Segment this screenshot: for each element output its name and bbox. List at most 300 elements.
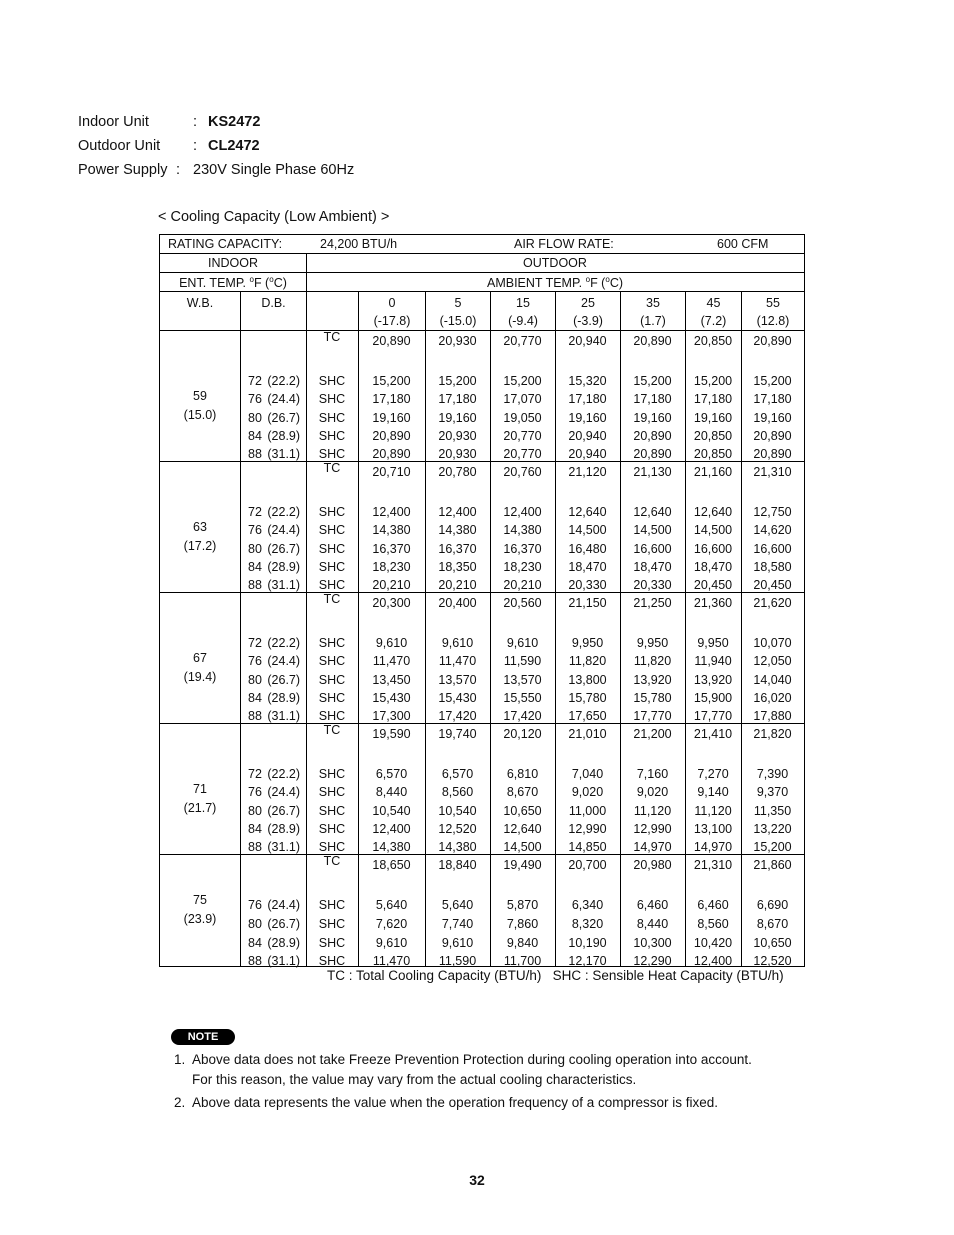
shc-value: 17,880 <box>753 709 792 723</box>
shc-value: 11,000 <box>568 804 607 818</box>
shc-value: 14,500 <box>693 523 733 537</box>
ambient-c: (12.8) <box>756 314 790 328</box>
shc-label: SHC <box>318 654 346 668</box>
shc-value: 12,640 <box>568 505 607 519</box>
ambient-col-header <box>425 292 490 330</box>
shc-value: 18,230 <box>503 560 542 574</box>
tc-value: 21,410 <box>693 727 733 741</box>
shc-value: 17,300 <box>372 709 411 723</box>
indoor-header: INDOOR <box>208 256 258 270</box>
table-caption: < Cooling Capacity (Low Ambient) > <box>158 209 390 225</box>
tc-value: 20,890 <box>372 334 411 348</box>
shc-value: 15,780 <box>568 691 607 705</box>
amb-temp-b: F ( <box>590 276 606 290</box>
shc-value: 20,850 <box>693 447 733 461</box>
indoor-unit-model: KS2472 <box>208 114 261 130</box>
tc-value: 21,620 <box>753 596 792 610</box>
shc-value: 8,320 <box>571 917 604 931</box>
tc-value: 20,890 <box>633 334 672 348</box>
ambient-f: 15 <box>516 296 530 310</box>
shc-value: 12,170 <box>568 954 607 968</box>
shc-label: SHC <box>318 447 346 461</box>
ambient-f: 55 <box>766 296 780 310</box>
shc-value: 16,370 <box>372 542 411 556</box>
db-value: 76 (24.4) <box>248 654 301 668</box>
shc-value: 10,190 <box>568 936 607 950</box>
shc-value: 20,890 <box>633 429 672 443</box>
shc-value: 12,400 <box>372 822 411 836</box>
tc-value: 18,650 <box>372 858 411 872</box>
shc-value: 19,050 <box>503 411 542 425</box>
shc-label: SHC <box>318 560 346 574</box>
shc-label: SHC <box>318 767 346 781</box>
db-header <box>240 292 306 330</box>
shc-value: 9,610 <box>375 936 408 950</box>
shc-value: 14,500 <box>503 840 542 854</box>
degree-mark: o <box>249 275 254 284</box>
shc-value: 18,230 <box>372 560 411 574</box>
shc-value: 19,160 <box>753 411 792 425</box>
ambient-col-header <box>741 292 804 330</box>
shc-value: 14,380 <box>372 523 411 537</box>
shc-value: 6,460 <box>636 898 669 912</box>
wb-c: (15.0) <box>183 408 217 422</box>
shc-value: 17,420 <box>438 709 477 723</box>
shc-value: 6,460 <box>697 898 729 912</box>
ambient-col-header <box>358 292 425 330</box>
separator: : <box>193 114 198 130</box>
shc-label: SHC <box>318 709 346 723</box>
shc-value: 16,600 <box>753 542 792 556</box>
shc-value: 14,850 <box>568 840 607 854</box>
db-separator <box>240 855 306 893</box>
shc-value: 14,620 <box>753 523 792 537</box>
shc-value: 20,450 <box>753 578 792 592</box>
shc-value: 11,590 <box>503 654 542 668</box>
shc-value: 13,570 <box>503 673 542 687</box>
ambient-f: 45 <box>706 296 721 310</box>
shc-value: 14,380 <box>438 840 477 854</box>
shc-value: 11,120 <box>633 804 672 818</box>
wb-header <box>160 292 240 330</box>
shc-value: 14,500 <box>633 523 672 537</box>
db-value: 84 (28.9) <box>248 936 301 950</box>
shc-value: 12,400 <box>503 505 542 519</box>
rating-value: 24,200 BTU/h <box>320 237 398 251</box>
shc-value: 20,330 <box>568 578 607 592</box>
shc-value: 15,200 <box>503 374 542 388</box>
shc-value: 9,370 <box>756 785 789 799</box>
shc-value: 12,640 <box>633 505 672 519</box>
shc-value: 20,940 <box>568 447 607 461</box>
db-separator <box>240 331 306 369</box>
shc-value: 10,540 <box>372 804 411 818</box>
db-separator <box>240 462 306 500</box>
shc-value: 5,640 <box>441 898 474 912</box>
tc-value: 21,860 <box>753 858 792 872</box>
ambient-c: (-9.4) <box>508 314 538 328</box>
shc-value: 11,820 <box>633 654 672 668</box>
tc-value: 21,200 <box>633 727 672 741</box>
ambient-f: 25 <box>581 296 595 310</box>
shc-value: 20,330 <box>633 578 672 592</box>
wb-cell <box>160 724 240 854</box>
shc-value: 11,940 <box>694 654 732 668</box>
db-value: 84 (28.9) <box>248 691 301 705</box>
tc-value: 21,820 <box>753 727 792 741</box>
shc-value: 11,350 <box>753 804 792 818</box>
db-value: 84 (28.9) <box>248 560 301 574</box>
shc-value: 12,290 <box>633 954 672 968</box>
shc-value: 12,400 <box>438 505 477 519</box>
shc-value: 13,920 <box>633 673 672 687</box>
tc-value: 19,740 <box>438 727 477 741</box>
db-separator <box>240 724 306 762</box>
wb-c: (23.9) <box>183 912 217 926</box>
shc-value: 17,420 <box>503 709 542 723</box>
shc-value: 7,160 <box>636 767 669 781</box>
degree-mark: o <box>585 275 591 284</box>
shc-value: 20,890 <box>753 429 792 443</box>
db-value: 72 (22.2) <box>248 636 301 650</box>
shc-value: 13,220 <box>753 822 792 836</box>
shc-value: 18,470 <box>633 560 672 574</box>
shc-value: 17,180 <box>568 392 607 406</box>
shc-value: 9,610 <box>506 636 539 650</box>
note-item <box>174 1093 752 1113</box>
tc-label: TC <box>323 461 341 475</box>
ambient-c: (-3.9) <box>573 314 603 328</box>
tc-value: 20,120 <box>503 727 542 741</box>
shc-label: SHC <box>318 392 346 406</box>
db-value: 80 (26.7) <box>248 917 301 931</box>
shc-value: 10,070 <box>753 636 792 650</box>
outdoor-header: OUTDOOR <box>523 256 587 270</box>
db-value: 88 (31.1) <box>248 578 301 592</box>
ent-temp-c: C) <box>273 276 287 290</box>
shc-value: 9,020 <box>636 785 669 799</box>
shc-value: 17,180 <box>753 392 792 406</box>
tc-value: 20,700 <box>568 858 607 872</box>
shc-value: 14,970 <box>693 840 733 854</box>
wb-cell <box>160 462 240 592</box>
shc-label: SHC <box>318 936 346 950</box>
shc-value: 13,800 <box>568 673 607 687</box>
ambient-col-header <box>620 292 685 330</box>
wb-cell <box>160 331 240 461</box>
shc-value: 20,890 <box>372 429 411 443</box>
shc-value: 20,210 <box>503 578 542 592</box>
ambient-c: (1.7) <box>640 314 666 328</box>
outdoor-unit-model: CL2472 <box>208 138 260 154</box>
shc-value: 9,950 <box>697 636 729 650</box>
shc-value: 6,690 <box>756 898 789 912</box>
degree-mark: o <box>269 275 274 284</box>
shc-value: 8,560 <box>441 785 474 799</box>
tc-value: 20,850 <box>693 334 733 348</box>
db-separator <box>240 593 306 631</box>
shc-value: 20,890 <box>372 447 411 461</box>
separator: : <box>176 162 181 178</box>
shc-value: 20,930 <box>438 447 477 461</box>
wb-f: 67 <box>193 651 207 665</box>
ambient-c: (-17.8) <box>373 314 411 328</box>
shc-value: 20,450 <box>693 578 733 592</box>
shc-label: SHC <box>318 804 346 818</box>
shc-value: 8,440 <box>636 917 669 931</box>
shc-value: 14,500 <box>568 523 607 537</box>
table-body <box>160 331 804 966</box>
shc-value: 19,160 <box>372 411 411 425</box>
shc-value: 15,200 <box>633 374 672 388</box>
shc-label: SHC <box>318 429 346 443</box>
shc-value: 19,160 <box>438 411 477 425</box>
shc-value: 17,070 <box>503 392 542 406</box>
tc-value: 21,160 <box>693 465 733 479</box>
shc-value: 13,920 <box>693 673 733 687</box>
tc-value: 19,590 <box>372 727 411 741</box>
shc-label: SHC <box>318 917 346 931</box>
shc-value: 13,100 <box>693 822 733 836</box>
ambient-col-header <box>555 292 620 330</box>
shc-value: 15,430 <box>372 691 411 705</box>
db-header-text: D.B. <box>261 296 286 310</box>
shc-value: 12,050 <box>753 654 792 668</box>
shc-value: 15,430 <box>438 691 477 705</box>
shc-value: 17,180 <box>693 392 733 406</box>
shc-value: 10,300 <box>633 936 672 950</box>
amb-temp-c: C) <box>609 276 624 290</box>
shc-label: SHC <box>318 954 346 968</box>
shc-value: 11,470 <box>372 654 411 668</box>
ambient-f: 0 <box>388 296 396 310</box>
db-value: 80 (26.7) <box>248 411 301 425</box>
ambient-f: 5 <box>454 296 462 310</box>
shc-value: 11,590 <box>438 954 477 968</box>
shc-value: 6,340 <box>571 898 604 912</box>
wb-c: (17.2) <box>183 539 217 553</box>
wb-f: 71 <box>193 782 207 796</box>
note-index: 1. <box>174 1052 186 1067</box>
shc-value: 7,620 <box>375 917 408 931</box>
wb-header-text: W.B. <box>186 296 214 310</box>
ambient-temp-header <box>306 275 804 290</box>
page-number: 32 <box>469 1172 485 1188</box>
db-value: 84 (28.9) <box>248 429 301 443</box>
ambient-f: 35 <box>646 296 660 310</box>
rating-label: RATING CAPACITY: <box>168 237 283 251</box>
shc-value: 12,400 <box>693 954 733 968</box>
shc-value: 11,470 <box>438 654 477 668</box>
db-value: 88 (31.1) <box>248 709 301 723</box>
shc-value: 20,770 <box>503 429 542 443</box>
shc-value: 14,380 <box>438 523 477 537</box>
shc-value: 20,940 <box>568 429 607 443</box>
shc-label: SHC <box>318 898 346 912</box>
indoor-unit-label: Indoor Unit <box>78 114 149 130</box>
shc-value: 20,770 <box>503 447 542 461</box>
shc-value: 9,610 <box>375 636 408 650</box>
shc-value: 12,400 <box>372 505 411 519</box>
shc-value: 12,520 <box>753 954 792 968</box>
tc-value: 21,250 <box>633 596 672 610</box>
shc-value: 8,440 <box>375 785 408 799</box>
db-value: 88 (31.1) <box>248 447 301 461</box>
shc-value: 7,270 <box>697 767 729 781</box>
shc-value: 6,570 <box>441 767 474 781</box>
tc-value: 18,840 <box>438 858 477 872</box>
shc-value: 10,540 <box>438 804 477 818</box>
shc-value: 15,200 <box>693 374 733 388</box>
shc-value: 12,990 <box>633 822 672 836</box>
shc-value: 17,650 <box>568 709 607 723</box>
shc-value: 17,180 <box>633 392 672 406</box>
shc-value: 5,870 <box>506 898 539 912</box>
shc-value: 20,210 <box>372 578 411 592</box>
shc-value: 12,750 <box>753 505 792 519</box>
db-value: 84 (28.9) <box>248 822 301 836</box>
tc-value: 20,300 <box>372 596 411 610</box>
tc-value: 20,400 <box>438 596 477 610</box>
shc-value: 17,770 <box>633 709 672 723</box>
tc-value: 21,120 <box>568 465 607 479</box>
shc-label: SHC <box>318 411 346 425</box>
wb-group <box>160 855 804 966</box>
tc-value: 20,560 <box>503 596 542 610</box>
separator: : <box>193 138 198 154</box>
shc-value: 10,420 <box>693 936 733 950</box>
note-index: 2. <box>174 1095 186 1110</box>
shc-value: 16,600 <box>633 542 672 556</box>
tc-value: 20,890 <box>753 334 792 348</box>
wb-c: (21.7) <box>183 801 217 815</box>
shc-value: 7,390 <box>756 767 789 781</box>
shc-label: SHC <box>318 673 346 687</box>
shc-value: 15,200 <box>753 840 792 854</box>
shc-value: 12,990 <box>568 822 607 836</box>
wb-group <box>160 593 804 724</box>
note-line: Above data represents the value when the operation frequency of a compressor is fixed. <box>192 1095 719 1110</box>
notes <box>174 1050 752 1116</box>
shc-value: 7,740 <box>441 917 474 931</box>
outdoor-unit-row <box>78 134 354 158</box>
shc-label: SHC <box>318 636 346 650</box>
outdoor-unit-label: Outdoor Unit <box>78 138 161 154</box>
db-value: 80 (26.7) <box>248 542 301 556</box>
shc-value: 17,770 <box>693 709 733 723</box>
wb-f: 75 <box>193 893 207 907</box>
shc-value: 15,550 <box>503 691 542 705</box>
shc-value: 14,380 <box>372 840 411 854</box>
shc-value: 20,210 <box>438 578 477 592</box>
shc-value: 20,930 <box>438 429 477 443</box>
shc-value: 19,160 <box>693 411 733 425</box>
note-item <box>174 1050 752 1090</box>
wb-group <box>160 462 804 593</box>
tc-label: TC <box>323 592 341 606</box>
ent-temp-header <box>160 275 306 290</box>
db-value: 80 (26.7) <box>248 804 301 818</box>
shc-value: 18,350 <box>438 560 477 574</box>
indoor-unit-row <box>78 110 354 134</box>
shc-value: 20,890 <box>753 447 792 461</box>
tc-value: 21,360 <box>693 596 733 610</box>
rating-row <box>160 235 804 254</box>
power-supply-row <box>78 158 354 182</box>
tc-value: 19,490 <box>503 858 542 872</box>
degree-mark: o <box>605 275 610 284</box>
shc-label: SHC <box>318 691 346 705</box>
db-value: 88 (31.1) <box>248 954 301 968</box>
shc-label: SHC <box>318 505 346 519</box>
wb-f: 63 <box>193 520 207 534</box>
shc-value: 15,200 <box>753 374 792 388</box>
shc-label: SHC <box>318 542 346 556</box>
tc-label: TC <box>323 723 341 737</box>
tc-value: 20,940 <box>568 334 607 348</box>
shc-label: SHC <box>318 822 346 836</box>
column-header-row <box>160 292 804 331</box>
shc-value: 17,180 <box>438 392 477 406</box>
tc-label: TC <box>323 330 341 344</box>
shc-value: 10,650 <box>503 804 542 818</box>
shc-value: 15,200 <box>372 374 411 388</box>
shc-value: 9,610 <box>441 936 474 950</box>
db-value: 76 (24.4) <box>248 785 301 799</box>
wb-c: (19.4) <box>183 670 217 684</box>
shc-value: 11,820 <box>568 654 607 668</box>
shc-value: 12,640 <box>503 822 542 836</box>
shc-value: 15,200 <box>438 374 477 388</box>
tc-value: 20,780 <box>438 465 477 479</box>
shc-value: 16,480 <box>568 542 607 556</box>
ambient-c: (-15.0) <box>439 314 477 328</box>
type-header <box>306 292 358 330</box>
temp-header-row <box>160 273 804 292</box>
db-value: 80 (26.7) <box>248 673 301 687</box>
amb-temp-a: AMBIENT TEMP. <box>486 276 586 290</box>
tc-label: TC <box>323 854 341 868</box>
tc-value: 20,760 <box>503 465 542 479</box>
shc-value: 10,650 <box>753 936 792 950</box>
shc-value: 9,840 <box>506 936 539 950</box>
tc-value: 20,710 <box>372 465 411 479</box>
indoor-outdoor-row <box>160 254 804 273</box>
db-value: 72 (22.2) <box>248 767 301 781</box>
shc-value: 16,370 <box>503 542 542 556</box>
shc-value: 5,640 <box>375 898 408 912</box>
shc-value: 14,380 <box>503 523 542 537</box>
shc-value: 11,120 <box>694 804 732 818</box>
tc-value: 21,150 <box>568 596 607 610</box>
shc-value: 15,780 <box>633 691 672 705</box>
power-supply-value: 230V Single Phase 60Hz <box>193 162 355 178</box>
shc-value: 16,370 <box>438 542 477 556</box>
shc-value: 18,470 <box>693 560 733 574</box>
shc-value: 7,860 <box>506 917 539 931</box>
shc-value: 9,950 <box>571 636 604 650</box>
shc-value: 15,320 <box>568 374 607 388</box>
shc-value: 9,020 <box>571 785 604 799</box>
wb-cell <box>160 855 240 966</box>
tc-value: 20,980 <box>633 858 672 872</box>
ent-temp-b: F ( <box>253 276 270 290</box>
ambient-col-header <box>490 292 555 330</box>
tc-value: 21,130 <box>633 465 672 479</box>
note-badge: NOTE <box>171 1029 235 1045</box>
shc-value: 20,890 <box>633 447 672 461</box>
tc-value: 21,310 <box>753 465 792 479</box>
